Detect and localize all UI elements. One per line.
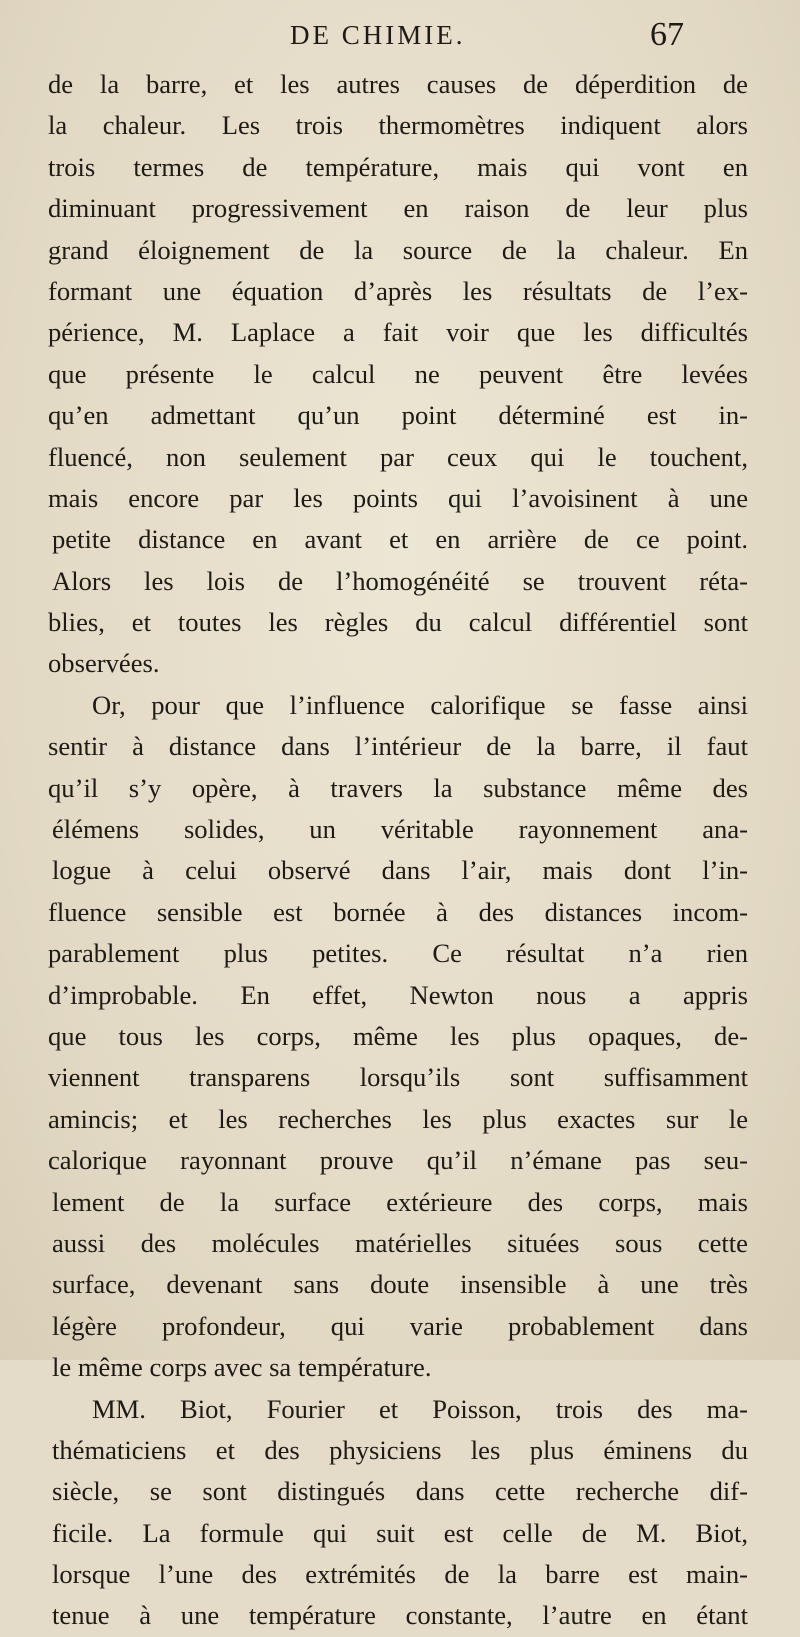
text-line: le même corps avec sa température. xyxy=(52,1352,432,1383)
text-line: fluence sensible est bornée à des distances incom- xyxy=(48,896,748,927)
text-line: lement de la surface extérieure des corps, mais xyxy=(52,1186,748,1217)
text-line: que présente le calcul ne peuvent être levées xyxy=(48,358,748,389)
text-line: diminuant progressivement en raison de leur plus xyxy=(48,193,748,224)
text-line: viennent transparens lorsqu’ils sont suffisamment xyxy=(48,1062,748,1093)
text-line: parablement plus petites. Ce résultat n’a rien xyxy=(48,938,748,969)
running-head xyxy=(0,16,800,56)
text-line: grand éloignement de la source de la chaleur. En xyxy=(48,234,748,265)
text-line: Alors les lois de l’homogénéité se trouvent réta- xyxy=(52,565,748,596)
text-line: petite distance en avant et en arrière de ce point. xyxy=(52,524,748,555)
paragraph-start-line: MM. Biot, Fourier et Poisson, trois des ma- xyxy=(92,1393,748,1424)
text-line: ficile. La formule qui suit est celle de M. Biot, xyxy=(52,1517,748,1548)
text-line: calorique rayonnant prouve qu’il n’émane pas seu- xyxy=(48,1145,748,1176)
text-line: amincis; et les recherches les plus exactes sur le xyxy=(48,1103,748,1134)
text-line: trois termes de température, mais qui vont en xyxy=(48,151,748,182)
text-line: siècle, se sont distingués dans cette recherche dif- xyxy=(52,1476,748,1507)
page-number: 67 xyxy=(650,16,684,53)
text-line: fluencé, non seulement par ceux qui le touchent, xyxy=(48,441,748,472)
text-line: qu’en admettant qu’un point déterminé est in- xyxy=(48,400,748,431)
paragraph-start-line: Or, pour que l’influence calorifique se fasse ainsi xyxy=(92,689,748,720)
text-line: de la barre, et les autres causes de déperdition de xyxy=(48,69,748,99)
text-line: élémens solides, un véritable rayonnement ana- xyxy=(52,814,748,845)
text-line: surface, devenant sans doute insensible à une très xyxy=(52,1269,748,1300)
text-line: blies, et toutes les règles du calcul différentiel sont xyxy=(48,607,748,638)
text-line: tenue à une température constante, l’autre en étant xyxy=(52,1600,748,1631)
text-line: qu’il s’y opère, à travers la substance même des xyxy=(48,772,748,803)
text-line: observées. xyxy=(48,648,160,679)
text-line: lorsque l’une des extrémités de la barre est main- xyxy=(52,1559,748,1590)
running-title: DE CHIMIE. xyxy=(290,20,466,50)
text-line: périence, M. Laplace a fait voir que les difficultés xyxy=(48,317,748,348)
text-line: formant une équation d’après les résultats de l’ex- xyxy=(48,275,748,306)
text-line: d’improbable. En effet, Newton nous a appris xyxy=(48,979,748,1010)
text-line: sentir à distance dans l’intérieur de la barre, il faut xyxy=(48,731,748,762)
text-line: mais encore par les points qui l’avoisinent à une xyxy=(48,482,748,513)
text-line: aussi des molécules matérielles situées sous cette xyxy=(52,1227,748,1258)
text-line: logue à celui observé dans l’air, mais dont l’in- xyxy=(52,855,748,886)
body-text xyxy=(48,64,748,1637)
text-line: légère profondeur, qui varie probablement dans xyxy=(52,1310,748,1341)
text-line: thématiciens et des physiciens les plus éminens du xyxy=(52,1434,748,1465)
text-line: la chaleur. Les trois thermomètres indiquent alors xyxy=(48,110,748,141)
text-line: que tous les corps, même les plus opaques, de- xyxy=(48,1020,748,1051)
